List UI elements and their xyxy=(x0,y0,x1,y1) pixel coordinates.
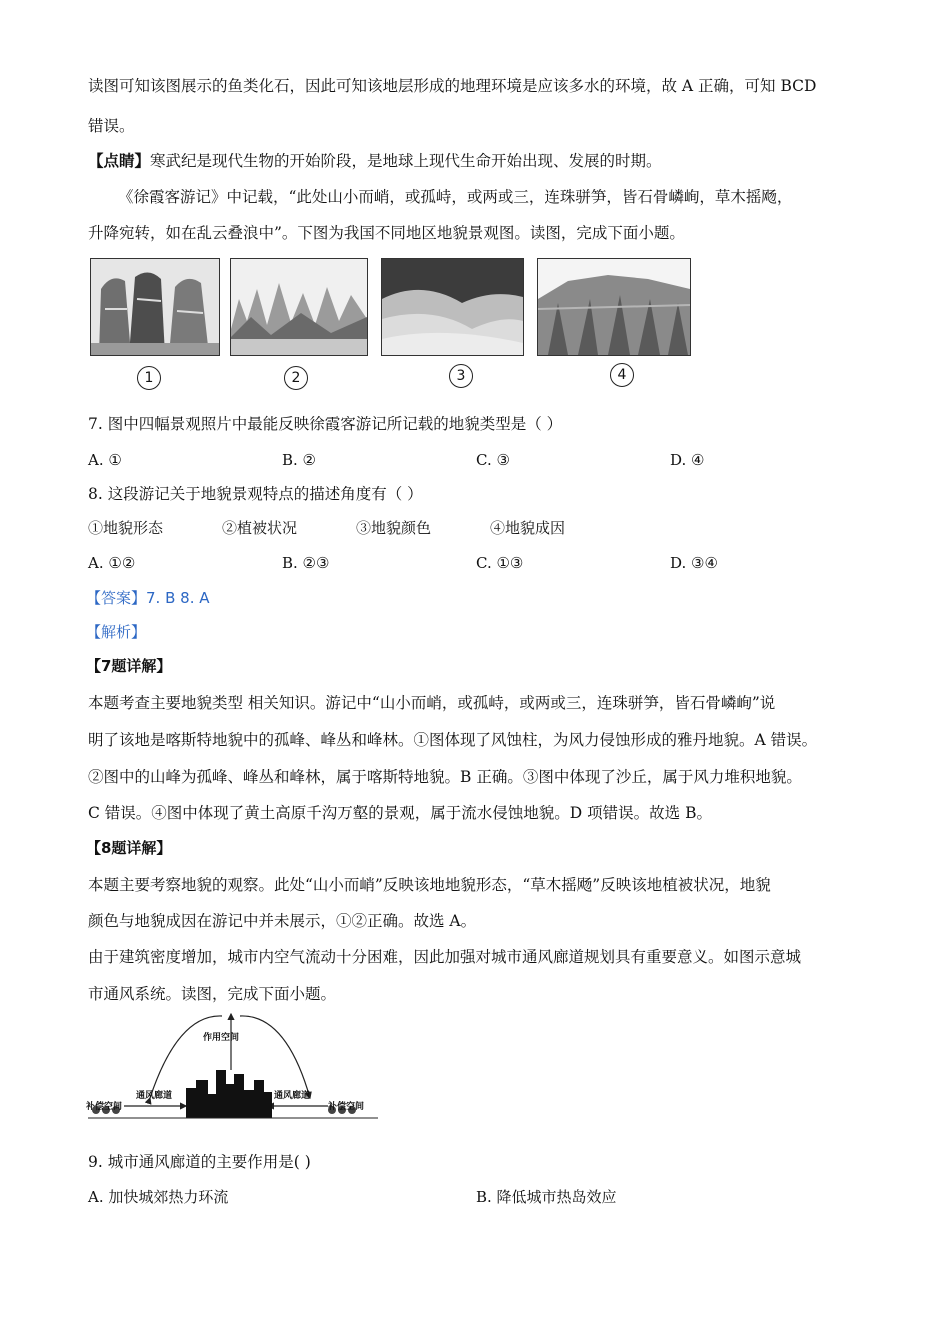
q8-item-2: ②植被状况 xyxy=(222,519,298,537)
dianjing-text: 寒武纪是现代生物的开始阶段，是地球上现代生命开始出现、发展的时期。 xyxy=(150,152,662,170)
answer-text: 7. B 8. A xyxy=(146,589,210,607)
detail-8-tag: 【8题详解】 xyxy=(86,839,172,857)
q7-option-b: B. ② xyxy=(282,451,317,469)
question-7: 7. 图中四幅景观照片中最能反映徐霞客游记所记载的地貌类型是（ ） xyxy=(88,415,563,433)
detail-7-tag: 【7题详解】 xyxy=(86,657,172,675)
diagram-left-corridor: 通风廊道 xyxy=(136,1091,173,1101)
paragraph-line: 错误。 xyxy=(88,117,135,135)
dianjing-tag: 【点睛】 xyxy=(88,151,151,170)
photo-dunes xyxy=(381,258,524,356)
q7-option-d: D. ④ xyxy=(670,451,705,469)
intro-line: 《徐霞客游记》中记载，“此处山小而峭，或孤峙，或两或三，连珠骈笋，皆石骨嶙峋，草木摇飏， xyxy=(118,188,793,206)
detail-7-line: 明了该地是喀斯特地貌中的孤峰、峰丛和峰林。①图体现了风蚀柱，为风力侵蚀形成的雅丹地貌。A 错误。 xyxy=(88,731,818,749)
detail-7-line: 本题考查主要地貌类型 相关知识。游记中“山小而峭，或孤峙，或两或三，连珠骈笋，皆石骨嶙峋”说 xyxy=(88,694,776,712)
q7-option-a: A. ① xyxy=(88,451,122,469)
q7-option-c: C. ③ xyxy=(476,451,510,469)
q8-item-1: ①地貌形态 xyxy=(88,519,164,537)
question-8: 8. 这段游记关于地貌景观特点的描述角度有（ ） xyxy=(88,485,423,503)
q8-option-d: D. ③④ xyxy=(670,554,718,572)
detail-7-line: ②图中的山峰为孤峰、峰丛和峰林，属于喀斯特地貌。B 正确。③图中体现了沙丘，属于风力堆积地貌。 xyxy=(88,768,802,786)
photo-caption-3: 3 xyxy=(449,364,473,388)
diagram-right-comp: 补偿空间 xyxy=(328,1102,365,1112)
q8-option-b: B. ②③ xyxy=(282,554,330,572)
intro-9-line: 由于建筑密度增加，城市内空气流动十分困难，因此加强对城市通风廊道规划具有重要意义。如图示意城 xyxy=(88,948,802,966)
intro-line: 升降宛转，如在乱云叠浪中”。下图为我国不同地区地貌景观图。读图，完成下面小题。 xyxy=(88,224,685,242)
q8-option-a: A. ①② xyxy=(88,554,136,572)
dianjing-line xyxy=(88,151,662,171)
detail-8-line: 本题主要考察地貌的观察。此处“山小而峭”反映该地地貌形态，“草木摇飏”反映该地植被状况，地貌 xyxy=(88,876,771,894)
answer-tag: 【答案】 xyxy=(86,589,147,607)
detail-7-line: C 错误。④图中体现了黄土高原千沟万壑的景观，属于流水侵蚀地貌。D 项错误。故选 B。 xyxy=(88,804,712,822)
q8-item-4: ④地貌成因 xyxy=(490,519,566,537)
answer-line xyxy=(86,588,210,608)
q9-option-a: A. 加快城郊热力环流 xyxy=(88,1188,229,1206)
intro-9-line: 市通风系统。读图，完成下面小题。 xyxy=(88,985,337,1003)
photo-karst xyxy=(230,258,368,356)
photo-caption-1: 1 xyxy=(137,366,161,390)
detail-8-line: 颜色与地貌成因在游记中并未展示，①②正确。故选 A。 xyxy=(88,912,477,930)
photo-yardang xyxy=(90,258,220,356)
diagram-right-corridor: 通风廊道 xyxy=(274,1091,311,1101)
analysis-tag: 【解析】 xyxy=(86,623,147,641)
q8-item-3: ③地貌颜色 xyxy=(356,519,432,537)
q9-option-b: B. 降低城市热岛效应 xyxy=(476,1188,617,1206)
q8-option-c: C. ①③ xyxy=(476,554,524,572)
photo-caption-4: 4 xyxy=(610,363,634,387)
photo-loess xyxy=(537,258,691,356)
question-9: 9. 城市通风廊道的主要作用是( ) xyxy=(88,1153,311,1171)
diagram-top-label: 作用空间 xyxy=(203,1033,240,1043)
paragraph-line: 读图可知该图展示的鱼类化石，因此可知该地层形成的地理环境是应该多水的环境，故 A 正确，可知 BCD xyxy=(88,77,817,95)
photo-caption-2: 2 xyxy=(284,366,308,390)
diagram-left-comp: 补偿空间 xyxy=(86,1102,123,1112)
